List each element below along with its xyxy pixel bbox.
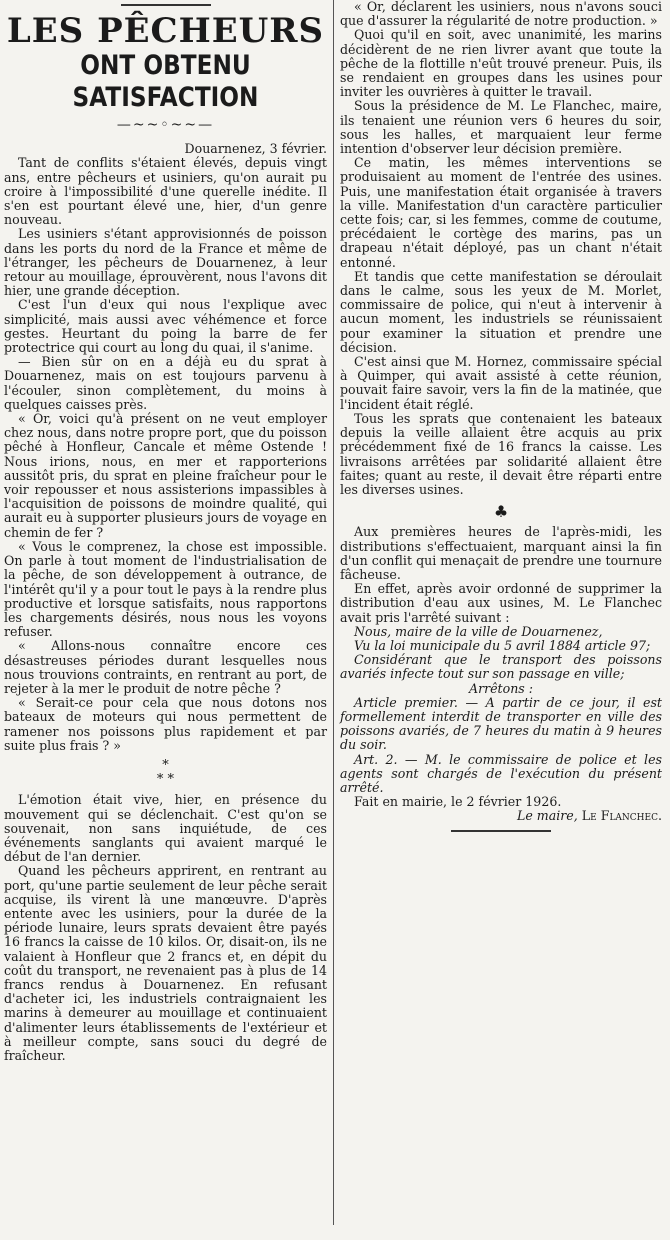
signature [340,809,662,823]
paragraph: C'est ainsi que M. Hornez, commissaire spécial à Quimper, qui avait assisté à cette réunion, pouvait faire savoir, vers la fin de la matinée, que l'incident était réglé. [340,354,662,412]
dateline: Douarnenez, 3 février. [184,141,327,157]
subheadline: ONT OBTENU SATISFACTION [72,50,259,113]
end-rule [451,830,551,832]
decree-date: Fait en mairie, le 2 février 1926. [354,794,562,810]
top-ornament [121,0,211,6]
decree-considerant: Considérant que le transport des poissons avariés infecte tout sur son passage en ville; [340,652,662,682]
paragraph: Aux premières heures de l'après-midi, les distributions s'effectuaient, marquant ainsi la fin d'un conflit qui menaçait de prendre une tournure fâcheuse. [340,524,662,582]
decree-vu: Vu la loi municipale du 5 avril 1884 article 97; [354,637,651,653]
paragraph: Tant de conflits s'étaient élevés, depuis vingt ans, entre pêcheurs et usiniers, qu'on aurait pu croire à l'impossibilité d'une querelle inédite. Il s'en est pourtant élevé une, hier, d'un genre nouveau. [4,155,327,228]
paragraph: Ce matin, les mêmes interventions se produisaient au moment de l'entrée des usines. Puis, une manifestation était organisée à travers la ville. Manifestation d'un caractère particulier cette fois; car, si les femmes, comme de coutume, précédaient le cortège des marins, pas un drapeau n'était déployé, pas un chant n'était entonné. [340,155,662,270]
paragraph: Sous la présidence de M. Le Flanchec, maire, ils tenaient une réunion vers 6 heures du soir, sous les halles, et marquaient leur ferme intention d'observer leur décision première. [340,98,662,157]
decree-intro: Nous, maire de la ville de Douarnenez, [354,623,603,639]
paragraph: « Allons-nous connaître encore ces désastreuses périodes durant lesquelles nous nous trouvions contraints, en rentrant au port, de rejeter à la mer le produit de notre pêche ? [4,638,327,696]
paragraph: Et tandis que cette manifestation se déroulait dans le calme, sous les yeux de M. Morlet, commissaire de police, qui n'eut à intervenir à aucun moment, les industriels se réunissaient pour examiner la situation et prendre une décision. [340,268,662,355]
paragraph: L'émotion était vive, hier, en présence du mouvement qui se déclenchait. C'est qu'on se souvenait, non sans inquiétude, de ces événements sanglants qui avaient marqué le début de l'an dernier. [4,792,327,865]
paragraph: « Or, voici qu'à présent on ne veut employer chez nous, dans notre propre port, que du poisson pêché à Honfleur, Cancale et même Ostende ! Nous irions, nous, en mer et rapporterions aussitôt pris, du sprat en pleine fraîcheur pour le voir repousser et nous assisterions impassibles à l'acquisition de poissons de moindre qualité, qui aurait eu à supporter plusieurs jours de voyage en chemin de fer ? [4,411,327,540]
paragraph: — Bien sûr on en a déjà eu du sprat à Douarnenez, mais on est toujours parvenu à l'écouler, sinon complètement, du moins à quelques caisses près. [4,354,327,412]
signature-name: Le Flanchec. [581,808,662,824]
paragraph: Tous les sprats que contenaient les bateaux depuis la veille allaient être acquis au prix précédemment fixé de 16 francs la caisse. Les livraisons arrêtées par solidarité allaient être faites; quant au reste, il devait être réparti entre les diverses usines. [340,410,662,497]
decree-arretons: Arrêtons : [468,680,534,696]
left-column [4,0,327,1063]
paragraph: C'est l'un d'eux qui nous l'explique avec simplicité, mais aussi avec véhémence et force gestes. Heurtant du poing la barre de fer protectrice qui court au long du quai, il s'anime. [4,297,327,356]
paragraph: Les usiniers s'étant approvisionnés de poisson dans les ports du nord de la France et même de l'étranger, les pêcheurs de Douarnenez, à leur retour au mouillage, éprouvèrent, nous l'avons dit hier, une grande déception. [4,226,327,299]
decree-article-1: Article premier. — A partir de ce jour, il est formellement interdit de transporter en ville des poissons avariés, de 7 heures du matin à 9 heures du soir. [340,694,662,753]
column-rule [333,0,334,1225]
club-ornament-icon: ♣ [493,502,509,522]
paragraph: « Serait-ce pour cela que nous dotons nos bateaux de moteurs qui nous permettent de ramener nos poissons plus rapidement et par suite plus frais ? » [4,695,327,753]
right-column [340,0,662,832]
paragraph: « Or, déclarent les usiniers, nous n'avons souci que d'assurer la régularité de notre production. » [340,0,662,29]
decree-article-2: Art. 2. — M. le commissaire de police et les agents sont chargés de l'exécution du présent arrêté. [340,751,662,795]
paragraph: Quoi qu'il en soit, avec unanimité, les marins décidèrent de ne rien livrer avant que toute la pêche de la flottille n'eût trouvé preneur. Puis, ils se rendaient en groupes dans les usines pour inviter les ouvrières à quitter le travail. [340,27,662,100]
signature-prefix: Le maire, [516,808,578,824]
paragraph: « Vous le comprenez, la chose est impossible. On parle à tout moment de l'industrialisation de la pêche, de son développement à outrance, de l'intérêt qu'il y a pour tout le pays à la rendre plus productive et lorsque satisfaits, nous rapportons les chargements désirés, nous nous les voyons refuser. [4,538,327,640]
paragraph: En effet, après avoir ordonné de supprimer la distribution d'eau aux usines, M. Le Flanchec avait pris l'arrêté suivant : [340,581,662,625]
asterism-divider: * * * [156,757,175,788]
paragraph: Quand les pêcheurs apprirent, en rentrant au port, qu'une partie seulement de leur pêche serait acquise, ils virent là une manœuvre. D'après entente avec les usiniers, pour la durée de la période lunaire, leurs sprats devaient être payés 16 francs la caisse de 10 kilos. Or, disait-on, ils ne valaient à Honfleur que 2 francs et, en dépit du coût du transport, ne revenaient pas à plus de 14 francs rendus à Douarnenez. En refusant d'acheter ici, les industriels contraignaient les marins à demeurer au mouillage et continuaient d'alimenter leurs établissements de l'extérieur et à meilleur compte, sans souci du degré de fraîcheur. [4,863,327,1063]
ornament-divider: —~~◦~~— [116,117,215,133]
headline: LES PÊCHEURS [6,11,325,51]
